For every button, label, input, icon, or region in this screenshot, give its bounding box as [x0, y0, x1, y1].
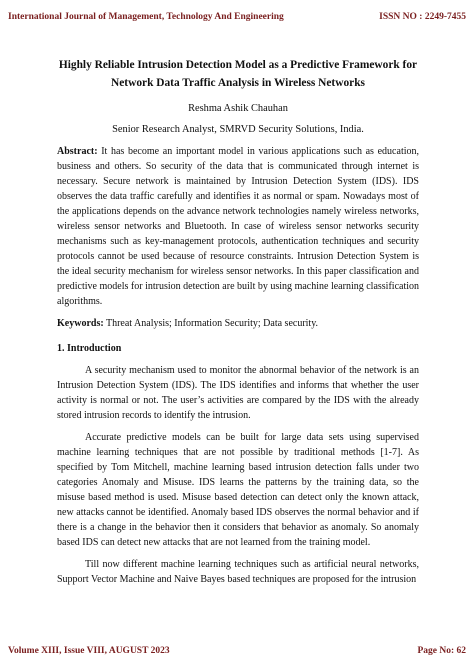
author-name: Reshma Ashik Chauhan	[188, 103, 288, 114]
abstract-text: It has become an important model in various applications such as education, business and others. So security of the data that is communicated through internet is necessary. Secure network is maintained by Intrusion Detection System (IDS). IDS observes the data traffic carefully and identifies it as normal or spam. Nowadays most of the applications depends on the advance network technologies namely wireless networks, wireless sensor networks and Bluetooth. In case of wireless sensor networks security mechanisms such as key-management protocols, authentication techniques and security protocols cannot be used because of resource constraints. Intrusion Detection System is the ideal security mechanism for wireless sensor networks. In this paper classification and predictive models for intrusion detection are built by using machine learning classification algorithms.	[57, 146, 419, 307]
paper-title	[57, 56, 419, 92]
page-number: Page No: 62	[417, 646, 466, 656]
paragraph: A security mechanism used to monitor the abnormal behavior of the network is an Intrusion Detection System (IDS). The IDS identifies and informs that whether the user activity is normal or not. The user’s activities are compared by the IDS with the already stored intrusion records to identify the intrusion.	[57, 365, 419, 421]
paragraph: Accurate predictive models can be built for large data sets using supervised machine learning techniques that are not possible by traditional methods [1-7]. As specified by Tom Mitchell, machine learning based intrusion detection falls under two categories Anomaly and Misuse. IDS learns the patterns by the training data, so the misuse based method is used. Misuse based detection can detect only the known attack, new attacks cannot be identified. Anomaly based IDS observes the normal behavior and if there is a change in the behavior then it considers that behavior as anomaly. So anomaly based IDS can detect new attacks that are not learned from the training model.	[57, 432, 419, 548]
author-affiliation: Senior Research Analyst, SMRVD Security Solutions, India.	[112, 124, 364, 135]
title-line-2: Network Data Traffic Analysis in Wireless Networks	[111, 77, 365, 89]
running-header	[8, 12, 466, 22]
paragraph: Till now different machine learning techniques such as artificial neural networks, Support Vector Machine and Naive Bayes based techniques are proposed for the intrusion	[57, 559, 419, 585]
title-line-1: Highly Reliable Intrusion Detection Model as a Predictive Framework for	[58, 59, 418, 71]
issn-number: ISSN NO : 2249-7455	[379, 12, 466, 22]
keywords-text: Threat Analysis; Information Security; Data security.	[103, 318, 319, 329]
abstract-label: Abstract:	[57, 146, 98, 157]
running-footer	[8, 646, 466, 656]
keywords	[57, 316, 419, 331]
section-heading: 1. Introduction	[57, 343, 122, 354]
paper-body	[57, 56, 419, 587]
volume-issue: Volume XIII, Issue VIII, AUGUST 2023	[8, 646, 170, 656]
keywords-label: Keywords:	[57, 318, 104, 329]
abstract	[57, 144, 419, 309]
journal-name: International Journal of Management, Technology And Engineering	[8, 12, 284, 22]
